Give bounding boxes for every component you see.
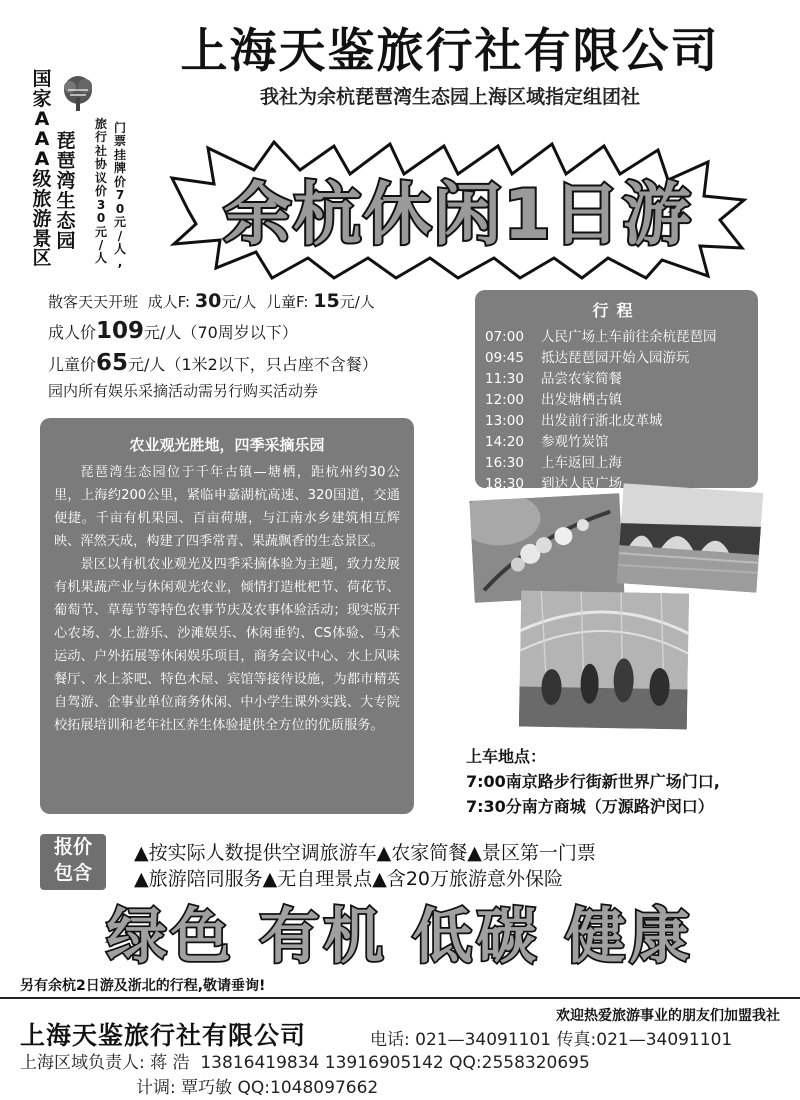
child-unit: 元/人 — [128, 355, 166, 374]
itinerary-item — [485, 369, 758, 390]
boarding-title: 上车地点： — [466, 747, 547, 766]
itinerary-title: 行程 — [592, 301, 641, 320]
price-includes-label-1: 报价 — [53, 836, 92, 858]
price-line-f — [48, 290, 375, 312]
contact-phone-fax — [370, 1025, 732, 1050]
itinerary-time: 11:30 — [485, 371, 524, 387]
boarding-stop-2: 7:30分南方商城（万源路沪闵口） — [466, 797, 714, 816]
itinerary-desc: 出发前行浙北皮革城 — [541, 413, 663, 429]
itinerary-time: 14:20 — [485, 434, 524, 450]
company-title: 上海天鉴旅行社有限公司 — [180, 24, 720, 79]
itinerary-list — [485, 327, 758, 495]
itinerary-desc: 参观竹炭馆 — [541, 434, 609, 450]
resp-qq-label: QQ: — [449, 1053, 482, 1073]
child-f-price: 15 — [313, 290, 340, 312]
vertical-text-1: 国 家 A A A 级 旅 游 景 区 — [32, 68, 52, 270]
resp-qq: 2558320695 — [481, 1053, 590, 1073]
aaa-scenic-label — [30, 70, 54, 269]
itinerary-time: 13:00 — [485, 413, 524, 429]
boarding-info — [466, 744, 720, 819]
itinerary-item — [485, 348, 758, 369]
itinerary-desc: 出发塘栖古镇 — [541, 392, 622, 408]
footer-divider — [0, 997, 800, 999]
tour-banner — [168, 140, 748, 280]
child-label: 儿童价 — [48, 355, 97, 374]
itinerary-time: 12:00 — [485, 392, 524, 408]
price-includes-label — [40, 834, 106, 890]
photo-blossom — [469, 493, 624, 603]
farm-intro-box — [40, 418, 414, 814]
boarding-stop-1: 7:00南京路步行街新世界广场门口, — [466, 772, 720, 791]
itinerary-item — [485, 327, 758, 348]
price-line-child — [48, 350, 378, 376]
footer-company-name: 上海天鉴旅行社有限公司 — [20, 1021, 307, 1050]
photo-arch-bridge — [617, 483, 764, 593]
included-line-2: ▲旅游陪同服务▲无自理景点▲含20万旅游意外保险 — [134, 868, 564, 890]
resp-phone-2: 13916905142 — [324, 1053, 444, 1073]
adult-f-unit: 元/人 — [221, 293, 257, 311]
more-trips-note: 另有余杭2日游及浙北的行程,敬请垂询! — [20, 978, 266, 994]
photo-greenhouse — [519, 591, 689, 730]
itinerary-desc: 品尝农家简餐 — [541, 371, 622, 387]
child-note: （1米2以下，只占座不含餐） — [165, 355, 378, 374]
daily-departure: 散客天天开班 — [48, 293, 139, 311]
itinerary-item — [485, 411, 758, 432]
slogan-banner — [60, 895, 740, 973]
price-includes-label-2: 包含 — [53, 862, 92, 884]
operations-contact — [136, 1073, 378, 1098]
itinerary-item — [485, 453, 758, 474]
included-line-1: ▲按实际人数提供空调旅游车▲农家简餐▲景区第一门票 — [134, 842, 596, 864]
itinerary-item — [485, 390, 758, 411]
vertical-text-3: 旅 行 社 协 议 价 3 0 元 / 人 — [94, 117, 107, 266]
agency-price-vertical — [93, 118, 109, 266]
farm-intro-paragraph-1: 琵琶湾生态园位于千年古镇—塘栖，距杭州约30公里，上海约200公里，紧临申嘉湖杭高速、320国道，交通便捷。千亩有机果园、百亩荷塘，与江南水乡建筑相互辉映、浑然天成，构建了四季常青、果蔬飘香的生态景区。 — [54, 465, 400, 549]
itinerary-time: 16:30 — [485, 455, 524, 471]
itinerary-box — [475, 290, 758, 492]
itinerary-desc: 上车返回上海 — [541, 455, 622, 471]
vertical-text-4: 门 票 挂 牌 价 7 0 元 / 人 , — [113, 121, 126, 270]
regional-contact — [20, 1048, 590, 1073]
tree-logo-icon — [58, 74, 98, 114]
fax-label: 传真: — [556, 1030, 597, 1050]
adult-unit: 元/人 — [144, 323, 182, 342]
fax-number: 021—34091101 — [596, 1030, 733, 1050]
acct-label: 计调: — [136, 1078, 176, 1098]
vertical-text-2: 琵 琶 湾 生 态 园 — [56, 130, 76, 252]
price-line-adult — [48, 318, 298, 344]
acct-qq: 1048097662 — [270, 1078, 379, 1098]
resp-name: 蒋 浩 — [150, 1053, 190, 1073]
adult-f-price: 30 — [194, 290, 222, 312]
child-f-label: 儿童F: — [265, 293, 309, 311]
welcome-text: 欢迎热爱旅游事业的朋友们加盟我社 — [556, 1008, 780, 1024]
tel-number: 021—34091101 — [415, 1030, 552, 1050]
itinerary-desc: 人民广场上车前往余杭琵琶园 — [541, 329, 717, 345]
adult-price: 109 — [96, 318, 145, 344]
itinerary-desc: 到达人民广场 — [541, 476, 622, 492]
itinerary-time: 07:00 — [485, 329, 524, 345]
resp-label: 上海区域负责人: — [20, 1053, 145, 1073]
child-f-unit: 元/人 — [339, 293, 375, 311]
itinerary-item — [485, 432, 758, 453]
acct-qq-label: QQ: — [237, 1078, 271, 1098]
adult-label: 成人价 — [48, 323, 97, 342]
tel-label: 电话: — [370, 1030, 410, 1050]
farm-intro-title: 农业观光胜地，四季采摘乐园 — [129, 436, 325, 454]
subtitle: 我社为余杭琵琶湾生态园上海区域指定组团社 — [259, 86, 640, 108]
farm-intro-paragraph-2: 景区以有机农业观光及四季采摘体验为主题，致力发展有机果蔬产业与休闲观光农业，倾情打造枇杷节、荷花节、葡萄节、草莓节等特色农事节庆及农事体验活动；现实版开心农场、水上游乐、沙滩娱乐、休闲垂钓、CS体验、马术运动、户外拓展等休闲娱乐项目，商务会议中心、水上风味餐厅、水上茶吧、特色木屋、宾馆等接待设施，为都市精英自驾游、企事业单位商务休闲、中小学生课外实践、大专院校拓展培训和老年社区养生体验提供全方位的优质服务。 — [54, 557, 400, 733]
child-price: 65 — [96, 350, 129, 376]
ticket-price-vertical — [112, 122, 128, 270]
banner-text: 余杭休闲1日游 — [223, 176, 693, 255]
itinerary-time: 18:30 — [485, 476, 524, 492]
activity-note: 园内所有娱乐采摘活动需另行购买活动券 — [48, 382, 319, 400]
resp-phone-1: 13816419834 — [200, 1053, 320, 1073]
park-name-vertical — [54, 132, 78, 252]
slogan-text: 绿色 有机 低碳 健康 — [106, 902, 694, 972]
adult-note: （70周岁以下） — [181, 323, 298, 342]
adult-f-label: 成人F: — [147, 293, 191, 311]
itinerary-time: 09:45 — [485, 350, 524, 366]
acct-name: 覃巧敏 — [181, 1078, 233, 1098]
itinerary-desc: 抵达琵琶园开始入园游玩 — [541, 350, 690, 366]
